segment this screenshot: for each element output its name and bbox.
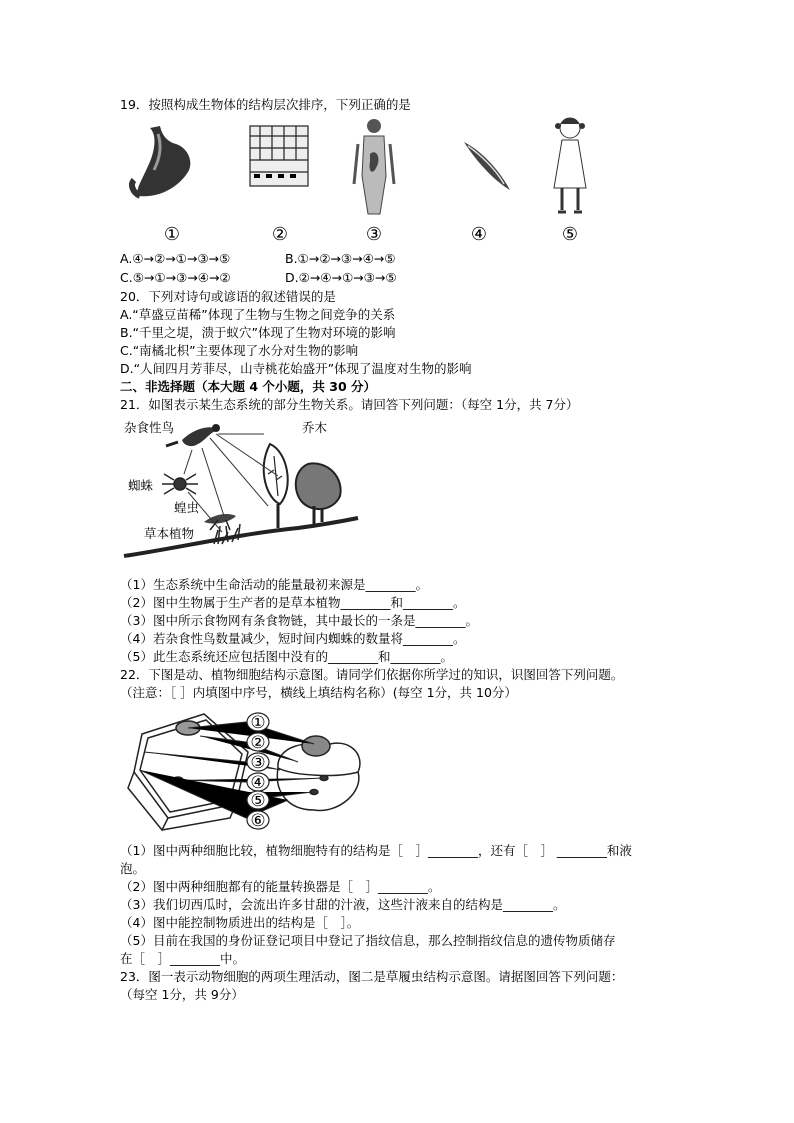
q22-note: （注意：［ ］内填图中序号，横线上填结构名称）(每空 1分，共 10分）: [120, 685, 517, 700]
q19-label-4: ④: [470, 224, 488, 245]
q19-label-3: ③: [365, 224, 383, 245]
animal-cell-image: [277, 736, 360, 810]
label-spider: 蜘蛛: [128, 478, 154, 493]
q21-part-4: （4）若杂食性鸟数量减少，短时间内蜘蛛的数量将________。: [120, 631, 466, 646]
q21-part-5: （5）此生态系统还应包括图中没有的________和________。: [120, 649, 453, 664]
q19-label-1: ①: [163, 224, 181, 245]
girl-image: [554, 118, 586, 212]
q21-stem: 21．如图表示某生态系统的部分生物关系。请回答下列问题：（每空 1分，共 7分）: [120, 397, 579, 412]
q19-label-2: ②: [271, 224, 289, 245]
stomach-image: [132, 126, 190, 196]
spider-image: [162, 474, 198, 494]
label-herbaceous-plant: 草本植物: [144, 526, 195, 541]
q20-option-a: A.“草盛豆苗稀”体现了生物与生物之间竞争的关系: [120, 307, 396, 322]
q22-part-2: （2）图中两种细胞都有的能量转换器是［ ］________。: [120, 879, 441, 894]
q20-stem: 20．下列对诗句或谚语的叙述错误的是: [120, 289, 336, 304]
q22-part-4: （4）图中能控制物质进出的结构是［ ］。: [120, 915, 360, 930]
tree-image: [264, 444, 341, 528]
q23-note: （每空 1分，共 9分）: [120, 987, 244, 1002]
q20-option-d: D.“人间四月芳菲尽，山寺桃花始盛开”体现了温度对生物的影响: [120, 361, 472, 376]
cell-label-2: ②: [250, 733, 266, 753]
label-locust: 蝗虫: [174, 500, 200, 515]
cell-label-5: ⑤: [250, 791, 266, 811]
q19-label-5: ⑤: [561, 224, 579, 245]
q19-figure: [118, 114, 610, 248]
section-heading: 二、非选择题（本大题 4 个小题，共 30 分）: [120, 379, 377, 394]
tissue-image: [250, 126, 308, 186]
bird-image: [166, 424, 220, 446]
label-omnivorous-bird: 杂食性鸟: [124, 420, 175, 435]
q21-part-3: （3）图中所示食物网有条食物链，其中最长的一条是________。: [120, 613, 478, 628]
q22-part-1a: （1）图中两种细胞比较，植物细胞特有的结构是［ ］________，还有［ ］ ________和液: [120, 843, 632, 858]
q19-option-c: C.⑤→①→③→④→②: [120, 270, 231, 285]
cell-label-3: ③: [250, 753, 266, 773]
q22-part-3: （3）我们切西瓜时，会流出许多甘甜的汁液，这些汁液来自的结构是________。: [120, 897, 566, 912]
cell-label-1: ①: [250, 713, 266, 733]
cell-image: [464, 142, 510, 190]
q22-part-5a: （5）目前在我国的身份证登记项目中登记了指纹信息，那么控制指纹信息的遗传物质储存: [120, 933, 616, 948]
q19-option-b: B.①→②→③→④→⑤: [285, 251, 396, 266]
q21-part-2: （2）图中生物属于生产者的是草本植物________和________。: [120, 595, 466, 610]
label-tree: 乔木: [302, 420, 328, 435]
q22-part-5b: 在［ ］________中。: [120, 951, 246, 966]
q20-option-b: B.“千里之堤，溃于蚁穴”体现了生物对环境的影响: [120, 325, 396, 340]
q19-stem: 19．按照构成生物体的结构层次排序，下列正确的是: [120, 97, 411, 112]
q19-option-d: D.②→④→①→③→⑤: [285, 270, 397, 285]
cell-structure-figure: [118, 706, 368, 836]
q19-option-a: A.④→②→①→③→⑤: [120, 251, 231, 266]
cell-label-4: ④: [250, 773, 266, 793]
q22-part-1b: 泡。: [120, 861, 146, 876]
food-web-figure: [118, 416, 360, 568]
cell-label-6: ⑥: [250, 811, 266, 831]
human-body-image: [354, 119, 394, 214]
q20-option-c: C.“南橘北枳”主要体现了水分对生物的影响: [120, 343, 359, 358]
q21-part-1: （1）生态系统中生命活动的能量最初来源是________。: [120, 577, 428, 592]
q23-stem: 23．图一表示动物细胞的两项生理活动，图二是草履虫结构示意图。请据图回答下列问题：: [120, 969, 624, 984]
q22-stem: 22．下图是动、植物细胞结构示意图。请同学们依据你所学过的知识，识图回答下列问题。: [120, 667, 624, 682]
